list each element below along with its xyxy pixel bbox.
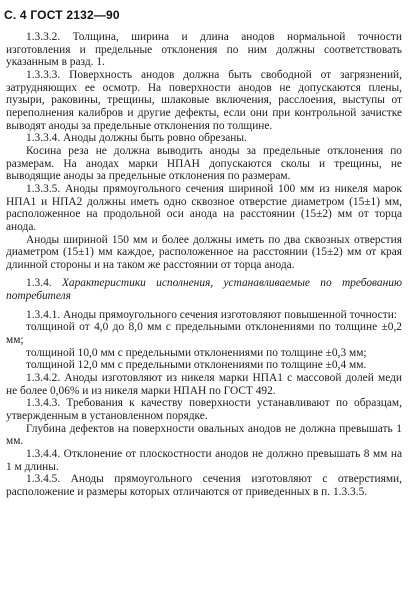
list-item-thickness-12: толщиной 12,0 мм с предельными отклонениями по толщине ±0,4 мм. <box>26 359 367 372</box>
list-item-thickness-4-8: толщиной от 4,0 до 8,0 мм с предельными отклонениями по толщине ±0,2 мм; <box>6 321 402 347</box>
section-heading-1-3-4 <box>6 277 402 302</box>
section-title: Характеристики исполнения, устанавливаемые по требованию потребителя <box>6 277 402 303</box>
list-item-thickness-10: толщиной 10,0 мм с предельными отклонениями по толщине ±0,3 мм; <box>26 346 367 359</box>
page-header: С. 4 ГОСТ 2132—90 <box>4 8 120 22</box>
paragraph-1-3-4-2: 1.3.4.2. Аноды изготовляют из никеля марки НПА1 с массовой долей меди не более 0,06% и из никеля марки НПАН по ГОСТ 492. <box>6 372 402 397</box>
paragraph-1-3-4-4: 1.3.4.4. Отклонение от плоскостности анодов не должно превышать 8 мм на 1 м длины. <box>6 448 402 473</box>
paragraph-1-3-4-5: 1.3.4.5. Аноды прямоугольного сечения изготовляют с отверстиями, расположение и размеры которых отличаются от приведенных в п. 1.3.3.5. <box>6 473 402 498</box>
paragraph-wide-anodes: Аноды шириной 150 мм и более должны иметь по два сквозных отверстия диаметром (15±1) мм каждое, расположенное на расстоянии (15±2) мм от края длинной стороны и на таком же расстоянии от торца анода. <box>6 233 402 271</box>
paragraph-1-3-3-4: 1.3.3.4. Аноды должны быть ровно обрезаны. <box>26 132 247 145</box>
paragraph-1-3-4-1: 1.3.4.1. Аноды прямоугольного сечения изготовляют повышенной точности: <box>26 308 397 321</box>
paragraph-defect-depth: Глубина дефектов на поверхности овальных анодов не должна превышать 1 мм. <box>6 422 402 448</box>
section-number: 1.3.4. <box>26 277 52 290</box>
paragraph-1-3-3-3: 1.3.3.3. Поверхность анодов должна быть свободной от загрязнений, затрудняющих ее осмотр. На поверхности анодов не допускаются плены, пузыри, раковины, трещины, шлаковые включения, расслоения, выступы от переполнения калибров и другие дефекты, если они при контрольной зачистке выводят аноды за предельные отклонения по толщине. <box>6 68 402 132</box>
paragraph-1-3-4-3: 1.3.4.3. Требования к качеству поверхности устанавливают по образцам, утвержденным в установленном порядке. <box>6 397 402 423</box>
paragraph-1-3-3-5: 1.3.3.5. Аноды прямоугольного сечения шириной 100 мм из никеля марок НПА1 и НПА2 должны иметь одно сквозное отверстие диаметром (15±1) мм, расположенное на продольной оси анода на расстоянии (15±2) мм от торца анода. <box>6 182 402 233</box>
document-body <box>6 31 402 499</box>
paragraph-1-3-3-2: 1.3.3.2. Толщина, ширина и длина анодов нормальной точности изготовления и предельные отклонения по ним должны соответствовать указанным в разд. 1. <box>6 31 402 69</box>
paragraph-cut-skew: Косина реза не должна выводить аноды за предельные отклонения по размерам. На анодах марки НПАН допускаются сколы и трещины, не выводящие аноды за предельные отклонения по размерам. <box>6 144 402 183</box>
